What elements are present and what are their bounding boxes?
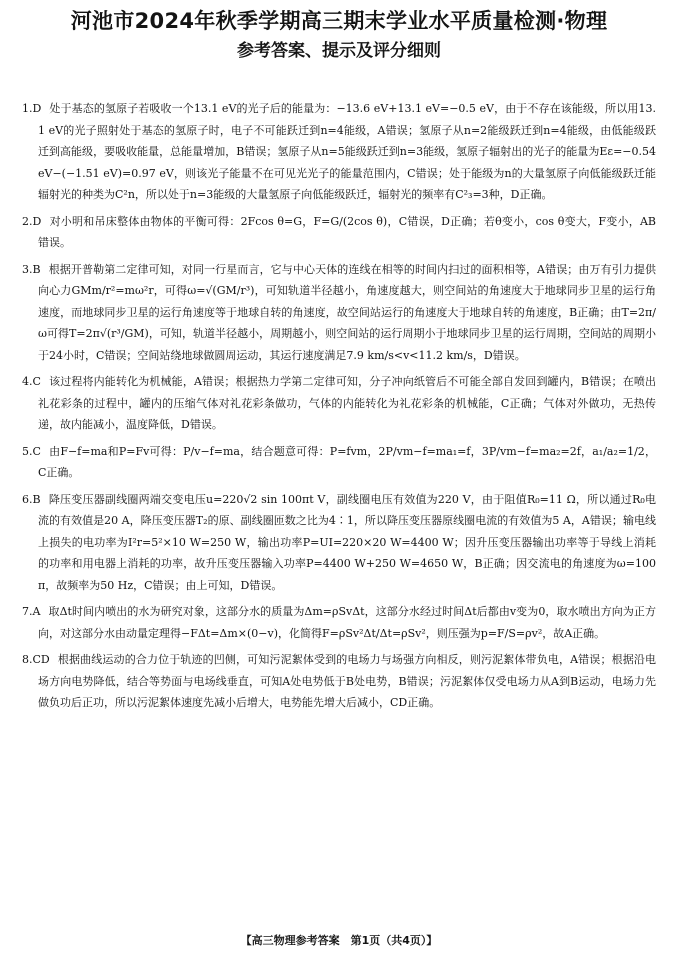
document-subtitle: 参考答案、提示及评分细则: [237, 41, 441, 61]
page-footer: 【高三物理参考答案 第1页（共4页）】: [240, 934, 438, 947]
answer-list: [22, 98, 656, 714]
answer-choice: D: [32, 102, 42, 115]
answer-choice: C: [32, 444, 41, 458]
answer-number: 3.: [22, 262, 33, 276]
answer-number: 6.: [22, 492, 33, 506]
answer-item-3: [22, 259, 656, 367]
answer-item-5: [22, 441, 656, 484]
answer-choice: C: [32, 375, 41, 388]
answer-number: 5.: [22, 444, 33, 458]
answer-number: 1.: [22, 102, 33, 115]
answer-item-8: [22, 649, 656, 714]
answer-number: 7.: [22, 605, 33, 618]
answer-explanation: 由F−f=ma和P=Fv可得：P/v−f=ma，结合题意可得：P=fvm，2P/vm−f=ma₁=f，3P/vm−f=ma₂=2f，a₁/a₂=1/2，C正确。: [38, 444, 656, 479]
answer-item-2: [22, 211, 656, 254]
answer-item-6: [22, 489, 656, 597]
answer-explanation: 根据曲线运动的合力位于轨迹的凹侧，可知污泥絮体受到的电场力与场强方向相反，则污泥絮体带负电，A错误；根据沿电场方向电势降低，结合等势面与电场线垂直，可知A处电势低于B处电势，B错误；污泥絮体仅受电场力从A到B运动，电场力先做负功后正功，所以污泥絮体速度先减小后增大，电势能先增大后减小，CD正确。: [38, 653, 656, 709]
answer-explanation: 根据开普勒第二定律可知，对同一行星而言，它与中心天体的连线在相等的时间内扫过的面积相等，A错误；由万有引力提供向心力GMm/r²=mω²r，可得ω=√(GM/r³)，可知轨道半径越小，角速度越大，则空间站的角速度大于地球同步卫星的运行角速度，而地球同步卫星的运行角速度等于地球自转的角速度，故空间站运行的角速度大于地球自转的角速度，B正确；由T=2π/ω可得T=2π√(r³/GM)，可知，轨道半径越小，周期越小，则空间站的运行周期小于地球同步卫星的运行周期，空间站的周期小于24小时，C错误；空间站绕地球做圆周运动，其运行速度满足7.9 km/s<v<11.2 km/s，D错误。: [38, 262, 656, 362]
answer-number: 4.: [22, 375, 33, 388]
answer-explanation: 取Δt时间内喷出的水为研究对象，这部分水的质量为Δm=ρSvΔt，这部分水经过时间Δt后都由v变为0，取水喷出方向为正方向，对这部分水由动量定理得−FΔt=Δm×(0−v)，化简得F=ρSv²Δt/Δt=ρSv²，则压强为p=F/S=ρv²，故A正确。: [38, 605, 656, 640]
answer-choice: CD: [32, 653, 50, 666]
answer-number: 2.: [22, 214, 33, 228]
answer-explanation: 降压变压器副线圈两端交变电压u=220√2 sin 100πt V，副线圈电压有效值为220 V，由于阻值R₀=11 Ω，所以通过R₀电流的有效值是20 A，降压变压器T₂的原、副线圈匝数之比为4∶1，所以降压变压器原线圈电流的有效值为5 A，A错误；输电线上损失的电功率为I²r=5²×10 W=250 W，输出功率P=UI=220×20 W=4400 W；因升压变压器输出功率等于导线上消耗的功率和用电器上消耗的功率，故升压变压器输入功率P=4400 W+250 W=4650 W，B正确；因交流电的角速度为ω=100π，故频率为50 Hz，C错误；由上可知，D错误。: [38, 492, 656, 592]
answer-item-4: [22, 371, 656, 436]
answer-explanation: 该过程将内能转化为机械能，A错误；根据热力学第二定律可知，分子冲向纸管后不可能全部自发回到罐内，B错误；在喷出礼花彩条的过程中，罐内的压缩气体对礼花彩条做功，气体的内能转化为礼花彩条的机械能，C正确；气体对外做功，无热传递，故内能减小，温度降低，D错误。: [38, 375, 656, 431]
answer-choice: A: [32, 605, 41, 618]
answer-explanation: 对小明和吊床整体由物体的平衡可得：2Fcos θ=G，F=G/(2cos θ)，C错误，D正确；若θ变小，cos θ变大，F变小，AB错误。: [38, 214, 656, 249]
answer-item-7: [22, 601, 656, 644]
answer-item-1: [22, 98, 656, 206]
answer-choice: B: [32, 492, 41, 506]
answer-choice: B: [32, 262, 41, 276]
document-title: 河池市2024年秋季学期高三期末学业水平质量检测·物理: [70, 9, 608, 33]
answer-number: 8.: [22, 653, 33, 666]
answer-explanation: 处于基态的氢原子若吸收一个13.1 eV的光子后的能量为：−13.6 eV+13.1 eV=−0.5 eV，由于不存在该能级，所以用13.1 eV的光子照射处于基态的氢原子时，电子不可能跃迁到n=4能级，A错误；氢原子从n=2能级跃迁到n=4能级，由低能级跃迁到高能级，要吸收能量，总能量增加，B错误；氢原子从n=5能级跃迁到n=3能级，氢原子辐射出的光子的能量为Eε=−0.54 eV−(−1.51 eV)=0.97 eV，则该光子能量不在可见光光子的能量范围内，C错误；处于能级为n的大量氢原子向低能级跃迁能辐射光的种类为C²n，所以处于n=3能级的大量氢原子向低能级跃迁，辐射光的频率有C²₃=3种，D正确。: [38, 102, 656, 201]
answer-choice: D: [32, 214, 42, 228]
